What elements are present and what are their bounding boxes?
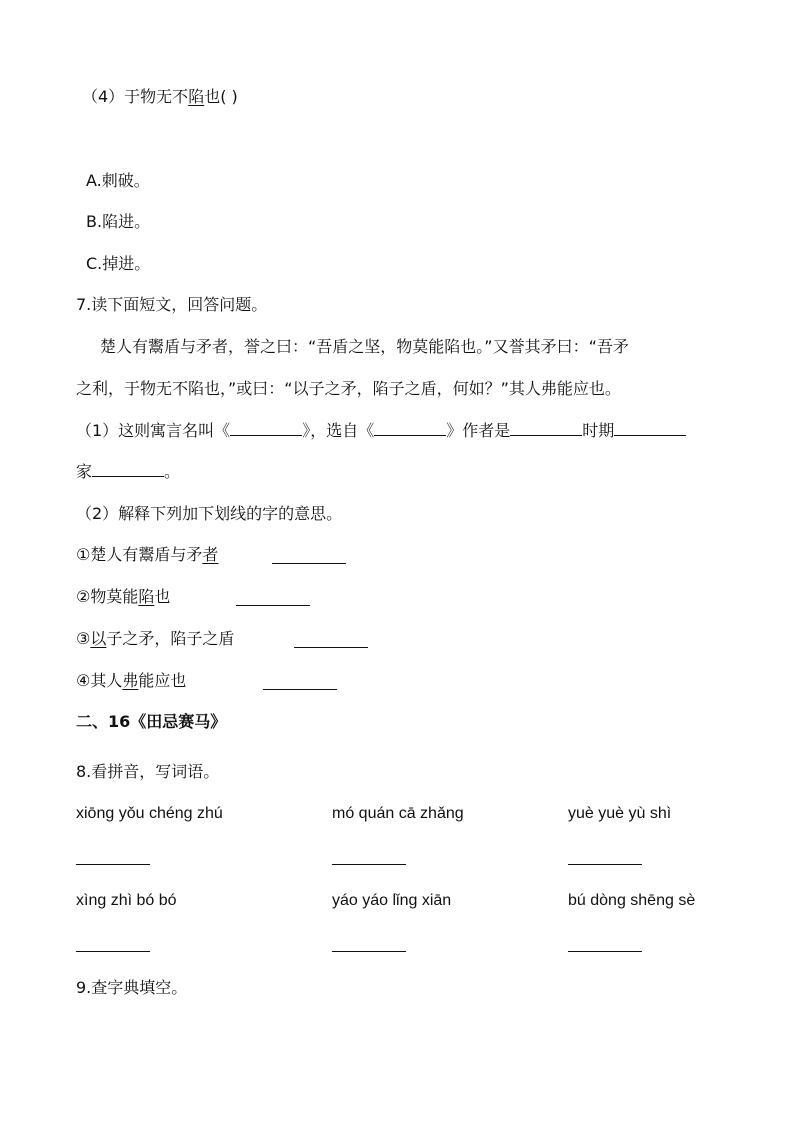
answer-blank[interactable] — [510, 421, 582, 436]
underlined-char: 者 — [202, 545, 219, 564]
passage-line-1: 楚人有鬻盾与矛者，誉之曰：“吾盾之坚，物莫能陷也。”又誉其矛曰：“吾矛 — [100, 337, 629, 356]
pinyin-2: mó quán cā zhǎng — [332, 805, 464, 822]
answer-blank[interactable] — [76, 951, 150, 952]
underlined-char: 陷 — [138, 587, 155, 606]
answer-blank[interactable] — [614, 421, 686, 436]
pinyin-5: yáo yáo lǐng xiān — [332, 892, 452, 909]
answer-blank[interactable] — [92, 462, 164, 477]
question-7-1: （1）这则寓言名叫《 》，选自《 》作者是 时期 — [76, 421, 686, 441]
answer-blank[interactable] — [568, 951, 642, 952]
option-a: A.刺破。 — [86, 171, 150, 190]
passage-line-2: 之利，于物无不陷也，”或曰：“以子之矛，陷子之盾，何如？”其人弗能应也。 — [76, 379, 621, 398]
answer-blank[interactable] — [332, 951, 406, 952]
answer-blank[interactable] — [332, 864, 406, 865]
item-2: ②物莫能陷也 — [76, 587, 171, 606]
item-3: ③以子之矛，陷子之盾 — [76, 629, 235, 648]
underlined-char: 弗 — [122, 671, 139, 690]
question-8-title: 8.看拼音，写词语。 — [76, 762, 220, 781]
answer-blank[interactable] — [374, 421, 446, 436]
answer-blank[interactable] — [236, 605, 310, 606]
answer-blank[interactable] — [568, 864, 642, 865]
pinyin-6: bú dòng shēng sè — [568, 892, 696, 909]
item-1: ①楚人有鬻盾与矛者 — [76, 545, 219, 564]
question-6-4: （4）于物无不陷也( ) — [82, 87, 238, 106]
section-heading: 二、16《田忌赛马》 — [76, 712, 227, 731]
question-7-1-cont: 家 。 — [76, 462, 181, 481]
answer-blank[interactable] — [272, 563, 346, 564]
underlined-char: 以 — [90, 629, 107, 648]
answer-blank[interactable] — [76, 864, 150, 865]
answer-blank[interactable] — [294, 647, 368, 648]
pinyin-4: xìng zhì bó bó — [76, 892, 177, 909]
question-7-title: 7.读下面短文，回答问题。 — [76, 295, 268, 314]
question-9-title: 9.查字典填空。 — [76, 978, 188, 997]
item-4: ④其人弗能应也 — [76, 671, 187, 690]
answer-blank[interactable] — [263, 689, 337, 690]
pinyin-3: yuè yuè yù shì — [568, 805, 672, 822]
underlined-char: 陷 — [188, 87, 205, 106]
answer-blank[interactable] — [230, 421, 302, 436]
option-b: B.陷进。 — [86, 212, 151, 231]
question-7-2: （2）解释下列加下划线的字的意思。 — [76, 504, 343, 523]
option-c: C.掉进。 — [86, 254, 151, 273]
pinyin-1: xiōng yǒu chéng zhú — [76, 805, 223, 822]
